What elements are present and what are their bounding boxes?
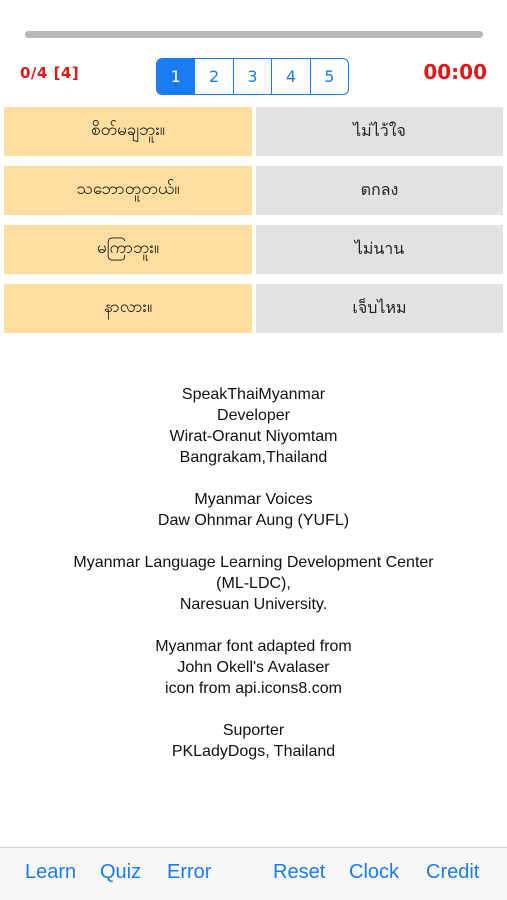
myanmar-phrase-cell[interactable]: နာလား။ xyxy=(4,284,252,333)
voices-credit-group xyxy=(0,489,507,531)
university-name: Naresuan University. xyxy=(179,596,328,613)
tab-reset[interactable]: Reset xyxy=(273,861,326,883)
font-credit-group xyxy=(0,636,507,699)
myanmar-phrase-cell[interactable]: သဘောတူတယ်။ xyxy=(4,166,252,215)
center-credit-group xyxy=(0,552,507,615)
quiz-row xyxy=(4,284,503,333)
supporter-heading: Suporter xyxy=(222,722,285,739)
center-abbrev: (ML-LDC), xyxy=(216,575,291,592)
quiz-row xyxy=(4,166,503,215)
developer-location: Bangrakam,Thailand xyxy=(179,449,328,466)
tab-credit[interactable]: Credit xyxy=(426,861,480,883)
supporter-credit-group xyxy=(0,720,507,762)
quiz-row xyxy=(4,225,503,274)
quiz-rows xyxy=(4,107,503,343)
tab-error[interactable]: Error xyxy=(167,861,212,883)
font-source-line: John Okell's Avalaser xyxy=(177,659,330,676)
myanmar-phrase-cell[interactable]: မကြာဘူး။ xyxy=(4,225,252,274)
progress-bar xyxy=(25,31,483,38)
tab-clock[interactable]: Clock xyxy=(349,861,400,883)
app-name: SpeakThaiMyanmar xyxy=(181,386,326,403)
quiz-row xyxy=(4,107,503,156)
page-5-button[interactable]: 5 xyxy=(310,59,348,94)
developer-name: Wirat-Oranut Niyomtam xyxy=(169,428,338,445)
thai-phrase-cell[interactable]: เจ็บไหม xyxy=(256,284,503,333)
icon-source-line: icon from api.icons8.com xyxy=(165,680,342,697)
page-2-button[interactable]: 2 xyxy=(194,59,232,94)
supporter-name: PKLadyDogs, Thailand xyxy=(171,743,336,760)
score-label: 0/4 [4] xyxy=(20,64,80,82)
thai-phrase-cell[interactable]: ตกลง xyxy=(256,166,503,215)
timer-label: 00:00 xyxy=(423,60,487,84)
tab-quiz[interactable]: Quiz xyxy=(100,861,142,883)
tab-learn[interactable]: Learn xyxy=(25,861,77,883)
page-3-button[interactable]: 3 xyxy=(233,59,271,94)
myanmar-phrase-cell[interactable]: စိတ်မချဘူး။ xyxy=(4,107,252,156)
font-credit-line: Myanmar font adapted from xyxy=(155,638,352,655)
voices-name: Daw Ohnmar Aung (YUFL) xyxy=(157,512,350,529)
center-name: Myanmar Language Learning Development Center xyxy=(73,554,434,571)
thai-phrase-cell[interactable]: ไม่ไว้ใจ xyxy=(256,107,503,156)
thai-phrase-cell[interactable]: ไม่นาน xyxy=(256,225,503,274)
page-1-button[interactable]: 1 xyxy=(157,59,194,94)
credits-panel xyxy=(0,384,507,783)
app-credit-group xyxy=(0,384,507,468)
page-selector[interactable] xyxy=(156,58,349,95)
bottom-tab-bar xyxy=(0,847,507,900)
developer-heading: Developer xyxy=(217,407,290,424)
page-4-button[interactable]: 4 xyxy=(271,59,309,94)
voices-heading: Myanmar Voices xyxy=(194,491,313,508)
